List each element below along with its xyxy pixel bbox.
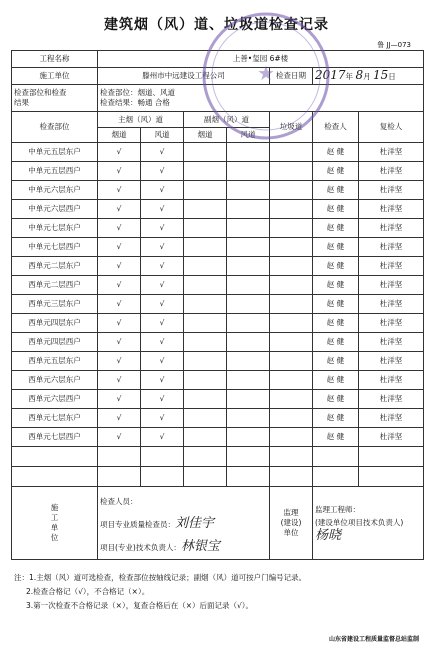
inspector-cell: 赵 健 bbox=[313, 276, 359, 295]
sub-air-cell bbox=[227, 238, 270, 257]
garbage-cell bbox=[270, 409, 313, 428]
table-row bbox=[12, 181, 424, 200]
main-smoke-cell: √ bbox=[98, 162, 141, 181]
garbage-cell bbox=[270, 181, 313, 200]
main-smoke-cell: √ bbox=[98, 238, 141, 257]
main-air-cell: √ bbox=[141, 428, 184, 447]
sub-air-cell bbox=[227, 333, 270, 352]
reinspector-cell: 杜洋坚 bbox=[359, 200, 424, 219]
main-air-cell: √ bbox=[141, 162, 184, 181]
sub-air-cell bbox=[227, 162, 270, 181]
reinspector-cell: 杜洋坚 bbox=[359, 409, 424, 428]
sub-air-cell bbox=[227, 314, 270, 333]
col-main-smoke: 烟道 bbox=[98, 128, 141, 143]
svg-text:★: ★ bbox=[257, 61, 275, 85]
table-row bbox=[12, 333, 424, 352]
sig-unit-label: 施 工 单 位 bbox=[12, 487, 98, 560]
parts-value: 检查部位：烟道、风道 检查结果：畅通 合格 bbox=[98, 85, 424, 112]
main-smoke-cell: √ bbox=[98, 143, 141, 162]
sub-smoke-cell bbox=[184, 409, 227, 428]
sig-supervisor: 监理工程师： (建设单位项目技术负责人) 杨晓 bbox=[313, 487, 424, 560]
sub-smoke-cell bbox=[184, 219, 227, 238]
inspector-cell: 赵 健 bbox=[313, 295, 359, 314]
project-value: 上善•玺园 6#楼 bbox=[98, 51, 424, 68]
sub-smoke-cell bbox=[184, 238, 227, 257]
inspector-cell: 赵 健 bbox=[313, 409, 359, 428]
main-air-cell: √ bbox=[141, 314, 184, 333]
inspector-cell: 赵 健 bbox=[313, 200, 359, 219]
sub-air-cell bbox=[227, 352, 270, 371]
reinspector-cell: 杜洋坚 bbox=[359, 352, 424, 371]
sub-air-cell bbox=[227, 409, 270, 428]
location-cell: 中单元六层东户 bbox=[12, 181, 98, 200]
main-smoke-cell: √ bbox=[98, 276, 141, 295]
col-sub-smoke: 烟道 bbox=[184, 128, 227, 143]
sub-smoke-cell bbox=[184, 390, 227, 409]
main-smoke-cell: √ bbox=[98, 295, 141, 314]
main-smoke-cell: √ bbox=[98, 181, 141, 200]
location-cell: 西单元四层西户 bbox=[12, 333, 98, 352]
location-cell: 中单元七层东户 bbox=[12, 219, 98, 238]
location-cell: 西单元五层东户 bbox=[12, 352, 98, 371]
sub-smoke-cell bbox=[184, 181, 227, 200]
main-air-cell: √ bbox=[141, 238, 184, 257]
reinspector-cell: 杜洋坚 bbox=[359, 162, 424, 181]
reinspector-cell: 杜洋坚 bbox=[359, 276, 424, 295]
main-smoke-cell: √ bbox=[98, 200, 141, 219]
reinspector-cell: 杜洋坚 bbox=[359, 333, 424, 352]
sub-smoke-cell bbox=[184, 428, 227, 447]
location-cell: 西单元二层西户 bbox=[12, 276, 98, 295]
main-air-cell: √ bbox=[141, 219, 184, 238]
form-title: 建筑烟（风）道、垃圾道检查记录 bbox=[104, 17, 329, 33]
garbage-cell bbox=[270, 257, 313, 276]
reinspector-cell: 杜洋坚 bbox=[359, 143, 424, 162]
garbage-cell bbox=[270, 333, 313, 352]
inspector-cell: 赵 健 bbox=[313, 143, 359, 162]
col-reinspector: 复检人 bbox=[359, 112, 424, 143]
sub-smoke-cell bbox=[184, 276, 227, 295]
reinspector-cell: 杜洋坚 bbox=[359, 181, 424, 200]
inspection-date: 2017年 8月 15日 bbox=[313, 68, 424, 85]
sub-smoke-cell bbox=[184, 371, 227, 390]
main-smoke-cell: √ bbox=[98, 371, 141, 390]
col-inspector: 检查人 bbox=[313, 112, 359, 143]
reinspector-cell: 杜洋坚 bbox=[359, 371, 424, 390]
table-row bbox=[12, 428, 424, 447]
main-smoke-cell: √ bbox=[98, 314, 141, 333]
table-row bbox=[12, 371, 424, 390]
main-air-cell: √ bbox=[141, 352, 184, 371]
sig-supervisor-label: 监理 (建设) 单位 bbox=[270, 487, 313, 560]
engineer-signature: 杨晓 bbox=[315, 528, 342, 543]
garbage-cell bbox=[270, 314, 313, 333]
main-air-cell: √ bbox=[141, 390, 184, 409]
inspector-cell: 赵 健 bbox=[313, 390, 359, 409]
table-row bbox=[12, 352, 424, 371]
garbage-cell bbox=[270, 219, 313, 238]
parts-label: 检查部位和检查 结果 bbox=[12, 85, 98, 112]
table-row bbox=[12, 409, 424, 428]
garbage-cell bbox=[270, 276, 313, 295]
main-air-cell: √ bbox=[141, 257, 184, 276]
col-sub: 副烟（风）道 bbox=[184, 112, 270, 128]
inspector-cell: 赵 健 bbox=[313, 162, 359, 181]
garbage-cell bbox=[270, 295, 313, 314]
company-seal bbox=[196, 6, 336, 146]
main-smoke-cell: √ bbox=[98, 333, 141, 352]
reinspector-cell: 杜洋坚 bbox=[359, 238, 424, 257]
sub-smoke-cell bbox=[184, 200, 227, 219]
sub-air-cell bbox=[227, 219, 270, 238]
garbage-cell bbox=[270, 390, 313, 409]
main-smoke-cell: √ bbox=[98, 219, 141, 238]
table-row bbox=[12, 238, 424, 257]
main-air-cell: √ bbox=[141, 276, 184, 295]
main-air-cell: √ bbox=[141, 371, 184, 390]
sub-smoke-cell bbox=[184, 314, 227, 333]
col-main-air: 风道 bbox=[141, 128, 184, 143]
notes: 注：1.主烟（风）道可选检查，检查部位按轴线记录；副烟（风）道可按户门编号记录。 2.检查合格记（√），不合格记（×）。 3.第一次检查不合格记录（×），复查合格后在（×）后面记录（√）。 bbox=[14, 573, 307, 610]
sub-smoke-cell bbox=[184, 295, 227, 314]
sub-air-cell bbox=[227, 181, 270, 200]
table-row bbox=[12, 390, 424, 409]
sub-smoke-cell bbox=[184, 162, 227, 181]
reinspector-cell: 杜洋坚 bbox=[359, 390, 424, 409]
sig-construction: 检查人员： 项目专业质量检查员：刘佳宇 项目(专业)技术负责人：林银宝 bbox=[98, 487, 270, 560]
inspector-cell: 赵 健 bbox=[313, 238, 359, 257]
location-cell: 西单元六层东户 bbox=[12, 371, 98, 390]
location-cell: 西单元七层西户 bbox=[12, 428, 98, 447]
location-cell: 西单元七层东户 bbox=[12, 409, 98, 428]
garbage-cell bbox=[270, 371, 313, 390]
table-row bbox=[12, 257, 424, 276]
reinspector-cell: 杜洋坚 bbox=[359, 314, 424, 333]
record-rows bbox=[12, 143, 424, 447]
contractor-label: 施工单位 bbox=[12, 68, 98, 85]
main-air-cell: √ bbox=[141, 295, 184, 314]
location-cell: 西单元二层东户 bbox=[12, 257, 98, 276]
table-row bbox=[12, 219, 424, 238]
inspector-cell: 赵 健 bbox=[313, 371, 359, 390]
col-sub-air: 风道 bbox=[227, 128, 270, 143]
inspector-cell: 赵 健 bbox=[313, 181, 359, 200]
main-air-cell: √ bbox=[141, 143, 184, 162]
reinspector-cell: 杜洋坚 bbox=[359, 219, 424, 238]
table-row bbox=[12, 314, 424, 333]
table-row bbox=[12, 162, 424, 181]
sub-air-cell bbox=[227, 200, 270, 219]
main-smoke-cell: √ bbox=[98, 257, 141, 276]
garbage-cell bbox=[270, 238, 313, 257]
project-label: 工程名称 bbox=[12, 51, 98, 68]
garbage-cell bbox=[270, 162, 313, 181]
location-cell: 中单元六层西户 bbox=[12, 200, 98, 219]
reinspector-cell: 杜洋坚 bbox=[359, 295, 424, 314]
main-smoke-cell: √ bbox=[98, 428, 141, 447]
sub-air-cell bbox=[227, 276, 270, 295]
col-location: 检查部位 bbox=[12, 112, 98, 143]
date-label: 检查日期 bbox=[270, 68, 313, 85]
table-row bbox=[12, 295, 424, 314]
tech-signature: 林银宝 bbox=[180, 539, 220, 554]
table-row bbox=[12, 200, 424, 219]
col-main: 主烟（风）道 bbox=[98, 112, 184, 128]
sub-air-cell bbox=[227, 295, 270, 314]
main-smoke-cell: √ bbox=[98, 352, 141, 371]
main-air-cell: √ bbox=[141, 409, 184, 428]
location-cell: 中单元五层东户 bbox=[12, 143, 98, 162]
main-air-cell: √ bbox=[141, 181, 184, 200]
inspector-cell: 赵 健 bbox=[313, 219, 359, 238]
inspector-cell: 赵 健 bbox=[313, 428, 359, 447]
sub-air-cell bbox=[227, 428, 270, 447]
location-cell: 西单元四层东户 bbox=[12, 314, 98, 333]
reinspector-cell: 杜洋坚 bbox=[359, 428, 424, 447]
location-cell: 西单元三层东户 bbox=[12, 295, 98, 314]
table-row bbox=[12, 276, 424, 295]
sub-air-cell bbox=[227, 257, 270, 276]
footer: 山东省建设工程质量监督总站监制 bbox=[328, 636, 419, 643]
col-garbage: 垃圾道 bbox=[270, 112, 313, 143]
reinspector-cell: 杜洋坚 bbox=[359, 257, 424, 276]
garbage-cell bbox=[270, 200, 313, 219]
contractor-value: 滕州市中远建设工程公司 bbox=[98, 68, 270, 85]
main-smoke-cell: √ bbox=[98, 390, 141, 409]
main-smoke-cell: √ bbox=[98, 409, 141, 428]
location-cell: 中单元五层西户 bbox=[12, 162, 98, 181]
inspector-cell: 赵 健 bbox=[313, 257, 359, 276]
location-cell: 西单元六层西户 bbox=[12, 390, 98, 409]
sub-air-cell bbox=[227, 371, 270, 390]
inspector-cell: 赵 健 bbox=[313, 314, 359, 333]
main-air-cell: √ bbox=[141, 200, 184, 219]
quality-signature: 刘佳宇 bbox=[175, 516, 215, 531]
sub-smoke-cell bbox=[184, 257, 227, 276]
main-air-cell: √ bbox=[141, 333, 184, 352]
garbage-cell bbox=[270, 428, 313, 447]
sub-smoke-cell bbox=[184, 333, 227, 352]
inspector-cell: 赵 健 bbox=[313, 352, 359, 371]
location-cell: 中单元七层西户 bbox=[12, 238, 98, 257]
inspector-cell: 赵 健 bbox=[313, 333, 359, 352]
form-code: 鲁 JJ—073 bbox=[377, 41, 411, 49]
sub-smoke-cell bbox=[184, 352, 227, 371]
sub-air-cell bbox=[227, 390, 270, 409]
garbage-cell bbox=[270, 352, 313, 371]
